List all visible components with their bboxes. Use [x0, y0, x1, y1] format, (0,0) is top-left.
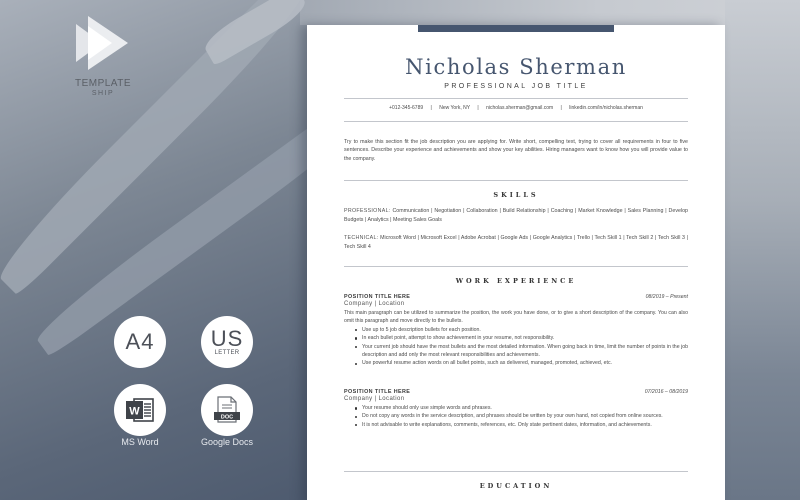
- background-right-band: [725, 0, 800, 500]
- job-bullets: [355, 326, 688, 368]
- divider: [344, 180, 688, 181]
- job-dates: 08/2019 – Present: [645, 294, 688, 300]
- divider: [344, 121, 688, 122]
- job-bullet: Do not copy any words in the service description, and phrases should be written by your own hand, not copied from online sources.: [355, 412, 688, 420]
- professional-label: PROFESSIONAL:: [344, 208, 391, 214]
- separator: |: [477, 105, 479, 111]
- job-company: Company | Location: [344, 396, 405, 402]
- separator: |: [430, 105, 432, 111]
- job-title: POSITION TITLE HERE: [344, 294, 411, 300]
- word-icon: [125, 397, 155, 423]
- contact-linkedin: linkedin.com/in/nicholas.sherman: [569, 105, 643, 111]
- job-bullet: It is not advisable to write explanations, comments, references, etc. Only state pertinent dates, information, and achievements.: [355, 421, 688, 429]
- technical-skills: [344, 234, 688, 252]
- svg-text:W: W: [129, 405, 140, 418]
- google-docs-label: Google Docs: [200, 437, 254, 447]
- contact-location: New York, NY: [439, 105, 471, 111]
- work-experience-heading: WORK EXPERIENCE: [455, 277, 577, 285]
- brand-subname: SHIP: [91, 90, 115, 97]
- resume-page: [307, 25, 725, 500]
- divider: [344, 471, 688, 472]
- professional-skills: [344, 207, 688, 225]
- summary-paragraph: Try to make this section fit the job description you are applying for. Write short, compelling text, trying to cover all requirements in four to five sentences. Describe your experience and achievements and show your key abilities. Hiring managers want to know how you will provide value to the company.: [344, 139, 688, 162]
- separator: |: [560, 105, 562, 111]
- education-heading: EDUCATION: [479, 482, 553, 490]
- brand-name: TEMPLATE: [74, 78, 132, 89]
- resume-job-title: PROFESSIONAL JOB TITLE: [444, 83, 588, 90]
- job-entry: [344, 389, 688, 429]
- ms-word-label: MS Word: [121, 437, 159, 447]
- job-bullet: Your current job should have the most bullets and the most detailed information. When going back in time, limit the number of points in the job description and add only the most relevant responsibilities and achievements.: [355, 343, 688, 360]
- a4-text: A4: [125, 329, 155, 354]
- job-company: Company | Location: [344, 301, 405, 307]
- job-title: POSITION TITLE HERE: [344, 389, 411, 395]
- contact-line: [344, 105, 688, 111]
- skills-heading: SKILLS: [493, 191, 539, 199]
- template-ship-logo: [70, 14, 140, 104]
- accent-bar: [418, 25, 614, 32]
- job-bullet: In each bullet point, attempt to show achievement in your resume, not responsibility.: [355, 334, 688, 342]
- technical-skill-list: Microsoft Word | Microsoft Excel | Adobe Acrobat | Google Ads | Google Analytics | Trello | Tech Skill 1 | Tech Skill 2 | Tech Skill 3 | Tech Skill 4: [344, 235, 688, 250]
- job-bullet: Your resume should only use simple words and phrases.: [355, 404, 688, 412]
- job-dates: 07/2016 – 08/2019: [644, 389, 688, 395]
- job-bullet: Use powerful resume action words on all bullet points, such as delivered, managed, promoted, achieved, etc.: [355, 359, 688, 367]
- technical-label: TECHNICAL:: [344, 235, 379, 241]
- contact-email: nicholas.sherman@gmail.com: [486, 105, 554, 111]
- divider: [344, 266, 688, 267]
- play-logo-icon: [72, 14, 132, 70]
- us-text: US: [210, 325, 244, 351]
- professional-skill-list: Communication | Negotiation | Collaboration | Build Relationship | Coaching | Market Knowledge | Sales Planning | Develop Budgets | Analytics | Meeting Sales Goals: [344, 208, 688, 223]
- badge-google-docs: [201, 384, 253, 436]
- job-description: This main paragraph can be utilized to summarize the position, the work you have done, or to give a short description of the company. You can also omit this paragraph and move directly to the bullets.: [344, 310, 688, 325]
- doc-file-icon: [212, 395, 242, 425]
- job-bullets: [355, 404, 688, 429]
- job-bullet: Use up to 5 job description bullets for each position.: [355, 326, 688, 334]
- badge-a4: [114, 316, 166, 368]
- contact-phone: +012-345-6789: [389, 105, 424, 111]
- resume-name: Nicholas Sherman: [405, 55, 627, 79]
- badge-us-letter: [201, 316, 253, 368]
- job-entry: [344, 294, 688, 368]
- letter-text: LETTER: [214, 349, 240, 356]
- divider: [344, 98, 688, 99]
- svg-text:DOC: DOC: [220, 414, 234, 421]
- badge-ms-word: [114, 384, 166, 436]
